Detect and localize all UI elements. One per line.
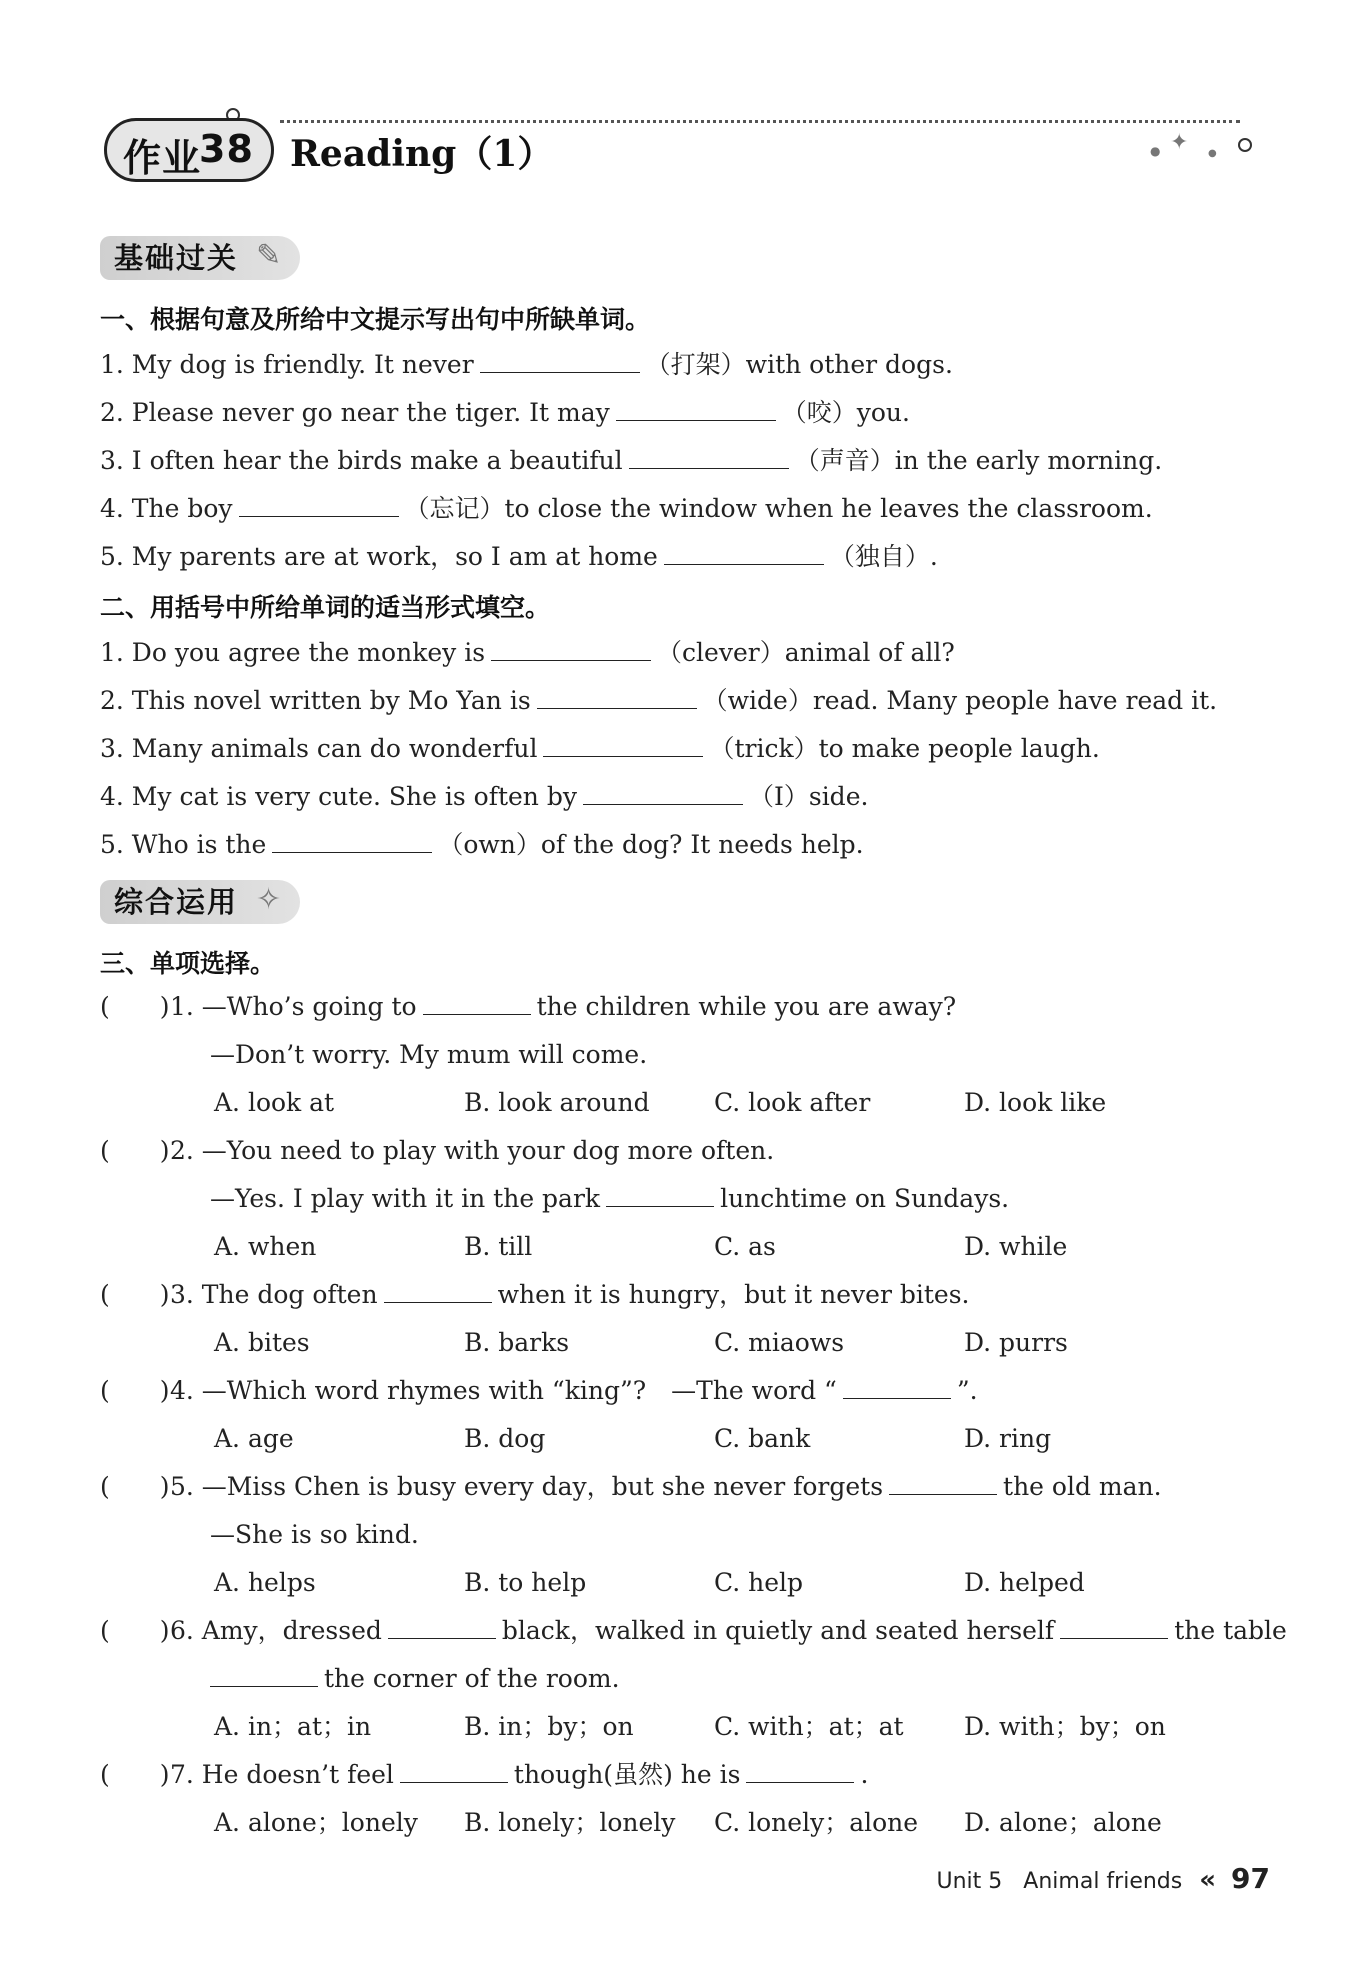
assignment-badge xyxy=(104,118,274,182)
question-6: 6. Amy，dressed black，walked in quietly and seated herself the table xyxy=(170,1616,1287,1645)
sparkle-icon: ✧ xyxy=(256,882,282,917)
question-1-reply: —Don’t worry. My mum will come. xyxy=(210,1040,648,1069)
option-c[interactable]: C. help xyxy=(714,1568,804,1597)
answer-paren[interactable]: ( ) xyxy=(100,992,170,1021)
answer-paren[interactable]: ( ) xyxy=(100,1280,170,1309)
fill-item: 4. My cat is very cute. She is often by （I）side. xyxy=(100,782,869,811)
fill-item: 2. Please never go near the tiger. It may （咬）you. xyxy=(100,398,910,427)
answer-paren[interactable]: ( ) xyxy=(100,1616,170,1645)
option-b[interactable]: B. lonely；lonely xyxy=(464,1808,676,1837)
answer-blank xyxy=(889,1474,997,1495)
answer-blank xyxy=(423,994,531,1015)
option-c[interactable]: C. look after xyxy=(714,1088,871,1117)
option-c[interactable]: C. as xyxy=(714,1232,776,1261)
fill-item: 5. Who is the （own）of the dog? It needs help. xyxy=(100,830,864,859)
answer-blank[interactable] xyxy=(480,352,640,373)
option-b[interactable]: B. look around xyxy=(464,1088,650,1117)
dotted-divider xyxy=(280,120,1240,123)
part1-heading: 一、根据句意及所给中文提示写出句中所缺单词。 xyxy=(100,305,651,334)
part2-heading: 二、用括号中所给单词的适当形式填空。 xyxy=(100,593,551,622)
part3-heading: 三、单项选择。 xyxy=(100,949,276,978)
option-d[interactable]: D. ring xyxy=(964,1424,1052,1453)
answer-blank xyxy=(388,1618,496,1639)
option-c[interactable]: C. with；at；at xyxy=(714,1712,904,1741)
question-5-reply: —She is so kind. xyxy=(210,1520,419,1549)
unit-title: Animal friends xyxy=(1023,1869,1183,1894)
option-a[interactable]: A. alone；lonely xyxy=(214,1808,418,1837)
assignment-header xyxy=(100,108,1260,188)
dot-icon: ● xyxy=(1208,148,1217,159)
question-2: 2. —You need to play with your dog more often. xyxy=(170,1136,775,1165)
option-d[interactable]: D. purrs xyxy=(964,1328,1068,1357)
answer-blank xyxy=(746,1762,854,1783)
section-banner-label: 基础过关 xyxy=(114,241,239,275)
option-c[interactable]: C. bank xyxy=(714,1424,811,1453)
question-7: 7. He doesn’t feel though(虽然) he is . xyxy=(170,1760,869,1789)
option-d[interactable]: D. look like xyxy=(964,1088,1107,1117)
page-title: Reading（1） xyxy=(290,133,554,175)
question-6-cont: the corner of the room. xyxy=(210,1662,620,1696)
answer-blank[interactable] xyxy=(537,688,697,709)
option-c[interactable]: C. lonely；alone xyxy=(714,1808,919,1837)
option-b[interactable]: B. in；by；on xyxy=(464,1712,634,1741)
answer-blank[interactable] xyxy=(272,832,432,853)
option-a[interactable]: A. look at xyxy=(214,1088,335,1117)
option-d[interactable]: D. while xyxy=(964,1232,1068,1261)
sparkle-icon: ✦ xyxy=(1170,130,1189,155)
answer-blank[interactable] xyxy=(629,448,789,469)
option-a[interactable]: A. in；at；in xyxy=(214,1712,372,1741)
option-b[interactable]: B. barks xyxy=(464,1328,570,1357)
answer-blank xyxy=(606,1186,714,1207)
fill-item: 5. My parents are at work，so I am at home （独自）. xyxy=(100,542,938,571)
fill-item: 3. I often hear the birds make a beautiful （声音）in the early morning. xyxy=(100,446,1163,475)
answer-blank[interactable] xyxy=(239,496,399,517)
fill-item: 1. My dog is friendly. It never （打架）with other dogs. xyxy=(100,350,953,379)
option-d[interactable]: D. with；by；on xyxy=(964,1712,1166,1741)
question-4: 4. —Which word rhymes with “king”? —The word “ ”. xyxy=(170,1376,978,1405)
answer-paren[interactable]: ( ) xyxy=(100,1472,170,1501)
fill-item: 2. This novel written by Mo Yan is （wide）read. Many people have read it. xyxy=(100,686,1218,715)
answer-blank xyxy=(400,1762,508,1783)
section-banner-comprehensive xyxy=(100,880,300,924)
answer-paren[interactable]: ( ) xyxy=(100,1376,170,1405)
answer-blank xyxy=(843,1378,951,1399)
answer-blank[interactable] xyxy=(491,640,651,661)
dot-icon: ● xyxy=(1150,144,1161,158)
ring-decoration xyxy=(1238,138,1252,152)
answer-blank[interactable] xyxy=(616,400,776,421)
option-a[interactable]: A. helps xyxy=(214,1568,316,1597)
question-2-reply: —Yes. I play with it in the park lunchtime on Sundays. xyxy=(210,1184,1010,1213)
answer-paren[interactable]: ( ) xyxy=(100,1760,170,1789)
fill-item: 4. The boy （忘记）to close the window when he leaves the classroom. xyxy=(100,494,1153,523)
answer-blank xyxy=(210,1666,318,1687)
answer-blank[interactable] xyxy=(583,784,743,805)
option-d[interactable]: D. alone；alone xyxy=(964,1808,1162,1837)
fill-item: 3. Many animals can do wonderful （trick）to make people laugh. xyxy=(100,734,1100,763)
option-b[interactable]: B. to help xyxy=(464,1568,587,1597)
question-1: 1. —Who’s going to the children while you are away? xyxy=(170,992,957,1021)
fill-item: 1. Do you agree the monkey is （clever）animal of all? xyxy=(100,638,955,667)
answer-blank[interactable] xyxy=(543,736,703,757)
question-3: 3. The dog often when it is hungry，but it never bites. xyxy=(170,1280,970,1309)
badge-number: 38 xyxy=(199,127,254,171)
section-banner-label: 综合运用 xyxy=(114,885,239,919)
page-footer xyxy=(937,1862,1270,1895)
option-b[interactable]: B. dog xyxy=(464,1424,546,1453)
pencil-icon: ✎ xyxy=(256,238,282,273)
section-banner-basic xyxy=(100,236,300,280)
option-a[interactable]: A. age xyxy=(214,1424,294,1453)
page-number: 97 xyxy=(1231,1862,1270,1895)
question-5: 5. —Miss Chen is busy every day，but she never forgets the old man. xyxy=(170,1472,1162,1501)
answer-blank xyxy=(1060,1618,1168,1639)
badge-label: 作业 xyxy=(123,136,202,180)
option-d[interactable]: D. helped xyxy=(964,1568,1085,1597)
option-b[interactable]: B. till xyxy=(464,1232,533,1261)
option-a[interactable]: A. when xyxy=(214,1232,317,1261)
answer-blank xyxy=(384,1282,492,1303)
unit-label: Unit 5 xyxy=(936,1869,1003,1894)
option-a[interactable]: A. bites xyxy=(214,1328,310,1357)
answer-blank[interactable] xyxy=(664,544,824,565)
double-chevron-left-icon: « xyxy=(1199,1865,1217,1895)
answer-paren[interactable]: ( ) xyxy=(100,1136,170,1165)
option-c[interactable]: C. miaows xyxy=(714,1328,845,1357)
